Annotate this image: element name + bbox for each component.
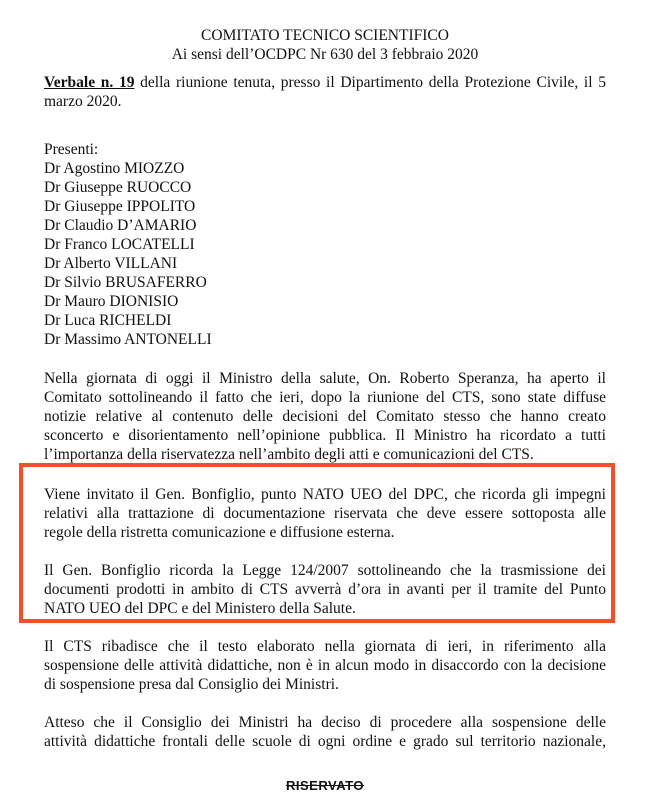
committee-title: COMITATO TECNICO SCIENTIFICO <box>201 27 449 44</box>
paragraph-line: Nella giornata di oggi il Ministro della salute, On. Roberto Speranza, ha aperto il <box>44 370 606 387</box>
paragraph-line: NATO UEO del DPC e del Ministero della Salute. <box>44 600 356 617</box>
attendee: Dr Alberto VILLANI <box>44 255 178 272</box>
paragraph-atteso <box>44 713 606 751</box>
attendee: Dr Mauro DIONISIO <box>44 293 179 310</box>
attendee: Dr Massimo ANTONELLI <box>44 331 212 348</box>
paragraph-line: Il CTS ribadisce che il testo elaborato nella giornata di ieri, in riferimento alla <box>44 638 606 655</box>
attendee: Dr Giuseppe IPPOLITO <box>44 198 196 215</box>
paragraph-line: Viene invitato il Gen. Bonfiglio, punto NATO UEO del DPC, che ricorda gli impegni <box>44 486 606 503</box>
paragraph-line: Comitato sottolineando il fatto che ieri, dopo la riunione del CTS, sono state diffuse <box>44 389 606 406</box>
attendee: Dr Claudio D’AMARIO <box>44 217 197 234</box>
attendee: Dr Franco LOCATELLI <box>44 236 195 253</box>
paragraph-line: relativi alla trattazione di documentazione riservata che deve essere sottoposta alle <box>44 505 606 522</box>
confidential-footer: RISERVATO <box>286 778 364 793</box>
attendee: Dr Giuseppe RUOCCO <box>44 179 192 196</box>
paragraph-minister <box>44 369 606 464</box>
verbale-line-2: marzo 2020. <box>44 93 122 110</box>
paragraph-line: notizie relative al contenuto delle decisioni del Comitato stesso che hanno creato <box>44 408 606 425</box>
paragraph-bonfiglio-invite <box>44 485 606 542</box>
attendee-list <box>44 159 212 349</box>
attendee: Dr Luca RICHELDI <box>44 312 172 329</box>
committee-subtitle: Ai sensi dell’OCDPC Nr 630 del 3 febbraio 2020 <box>171 46 479 63</box>
paragraph-line: Il Gen. Bonfiglio ricorda la Legge 124/2007 sottolineando che la trasmissione dei <box>44 562 606 579</box>
paragraph-line: regole della ristretta comunicazione e diffusione esterna. <box>44 524 395 541</box>
paragraph-line: attività didattiche frontali delle scuole di ogni ordine e grado sul territorio nazionale, <box>44 733 606 750</box>
paragraph-legge <box>44 561 606 618</box>
attendee: Dr Agostino MIOZZO <box>44 160 185 177</box>
verbale-label: Verbale n. 19 <box>44 74 135 91</box>
paragraph-line: sospensione delle attività didattiche, non è in alcun modo in disaccordo con la decisione <box>44 657 606 674</box>
paragraph-line: l’importanza della riservatezza nell’ambito degli atti e comunicazioni del CTS. <box>44 446 534 463</box>
verbale-text-1: della riunione tenuta, presso il Dipartimento della Protezione Civile, il 5 <box>134 74 606 91</box>
paragraph-line: documenti prodotti in ambito di CTS avverrà d’ora in avanti per il tramite del Punto <box>44 581 606 598</box>
presenti-label: Presenti: <box>44 141 99 158</box>
paragraph-line: sconcerto e disorientamento nell’opinione pubblica. Il Ministro ha ricordato a tutti <box>44 427 606 444</box>
paragraph-line: di sospensione presa dal Consiglio dei Ministri. <box>44 676 339 693</box>
paragraph-cts-ribadisce <box>44 637 606 694</box>
paragraph-line: Atteso che il Consiglio dei Ministri ha deciso di procedere alla sospensione delle <box>44 714 606 731</box>
attendee: Dr Silvio BRUSAFERRO <box>44 274 207 291</box>
verbale-intro <box>44 73 606 111</box>
verbale-line-1 <box>44 73 606 92</box>
